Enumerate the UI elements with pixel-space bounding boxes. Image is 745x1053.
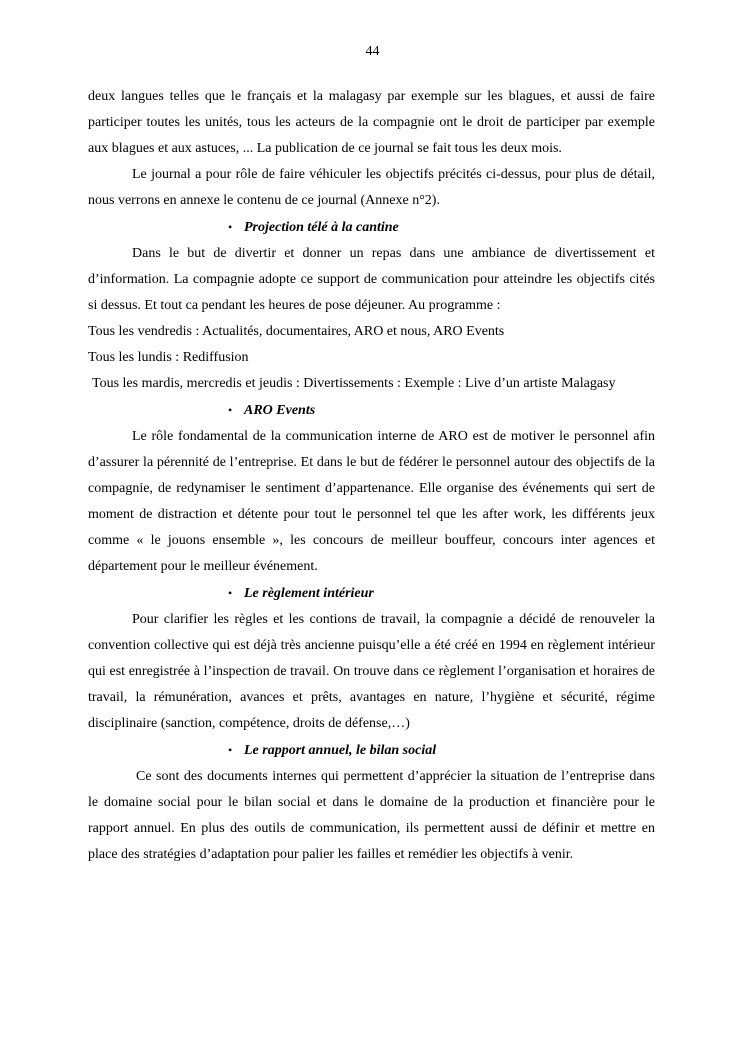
program-midweek: Tous les mardis, mercredis et jeudis : Divertissements : Exemple : Live d’un artiste Malagasy [92, 376, 616, 391]
bullet-icon: • [228, 743, 233, 757]
bullet-icon: • [228, 403, 233, 417]
paragraph-rapport: Ce sont des documents internes qui permettent d’apprécier la situation de l’entreprise dans le domaine social pour le bilan social et dans le domaine de la production et financière pour le rapport annuel. En plus des outils de communication, ils permettent aussi de définir et mettre en place des stratégies d’adaptation pour palier les failles et remédier les objectifs à venir. [88, 769, 655, 862]
paragraph-aro-events: Le rôle fondamental de la communication interne de ARO est de motiver le personnel afin d’assurer la pérennité de l’entreprise. Et dans le but de fédérer le personnel autour des objectifs de la compagnie, de redynamiser le sentiment d’appartenance. Elle organise des événements qui sert de moment de distraction et détente pour tout le personnel tel que les after work, les différents jeux comme « le jouons ensemble », les concours de meilleur bouffeur, concours inter agences et département pour le meilleur événement. [88, 429, 655, 574]
paragraph-continuation: deux langues telles que le français et la malagasy par exemple sur les blagues, et aussi de faire participer toutes les unités, tous les acteurs de la compagnie ont le droit de participer par exemple aux blagues et aux astuces, ... La publication de ce journal se fait tous les deux mois. [88, 89, 655, 156]
page-number: 44 [365, 44, 380, 59]
heading-aro-events [88, 397, 655, 424]
bullet-icon: • [228, 220, 233, 234]
program-friday: Tous les vendredis : Actualités, documentaires, ARO et nous, ARO Events [88, 324, 505, 339]
paragraph-projection: Dans le but de divertir et donner un repas dans une ambiance de divertissement et d’information. La compagnie adopte ce support de communication pour atteindre les objectifs cités si dessus. Et tout ca pendant les heures de pose déjeuner. Au programme : [88, 246, 655, 313]
paragraph-journal-role: Le journal a pour rôle de faire véhiculer les objectifs précités ci-dessus, pour plus de détail, nous verrons en annexe le contenu de ce journal (Annexe n°2). [88, 167, 655, 208]
heading-text: Le rapport annuel, le bilan social [244, 743, 437, 758]
paragraph-reglement: Pour clarifier les règles et les contions de travail, la compagnie a décidé de renouveler la convention collective qui est déjà très ancienne puisqu’elle a été créé en 1994 en règlement intérieur qui est enregistrée à l’inspection de travail. On trouve dans ce règlement l’organisation et horaires de travail, la rémunération, avances et prêts, avantages en nature, l’hygiène et sécurité, régime disciplinaire (sanction, compétence, droits de défense,…) [88, 612, 655, 731]
program-monday: Tous les lundis : Rediffusion [88, 350, 249, 365]
heading-rapport-annuel [88, 737, 655, 764]
heading-text: ARO Events [244, 403, 316, 418]
bullet-icon: • [228, 586, 233, 600]
document-body [88, 84, 655, 868]
heading-text: Projection télé à la cantine [244, 220, 399, 235]
heading-text: Le règlement intérieur [244, 586, 374, 601]
heading-projection-tele [88, 214, 655, 241]
heading-reglement [88, 580, 655, 607]
